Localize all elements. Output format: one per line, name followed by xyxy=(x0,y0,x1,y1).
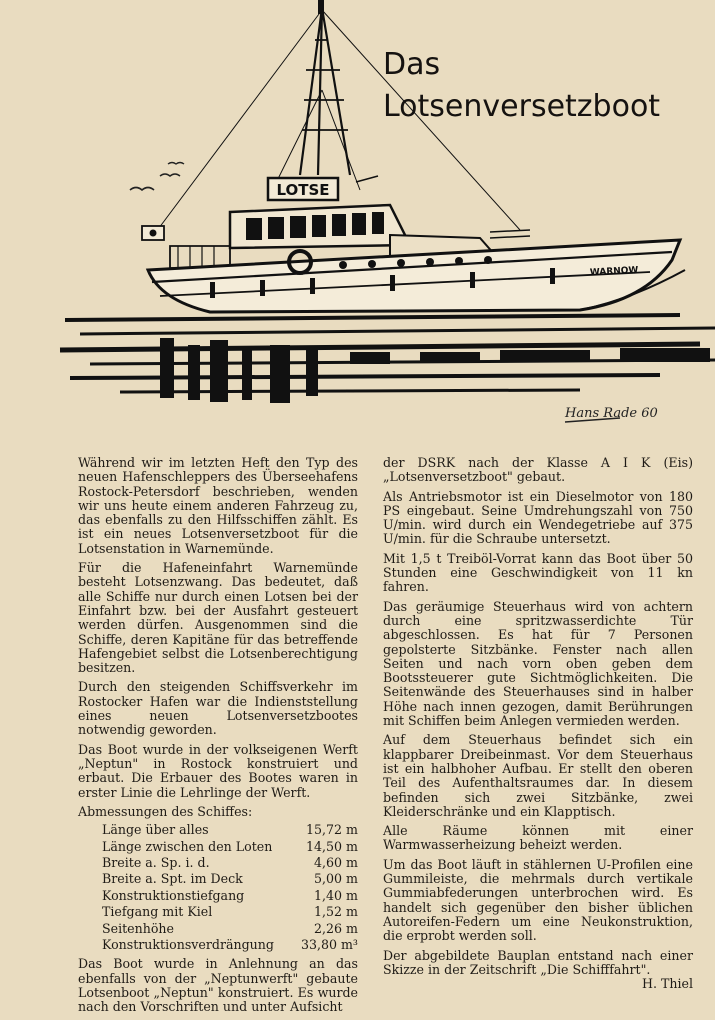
left-column xyxy=(78,456,358,1020)
paragraph: Das Boot wurde in der volkseigenen Werft „Neptun" in Rostock konstruiert und erbaut. Die Erbauer des Bootes waren in erster Linie die Lehrlinge der Werft. xyxy=(78,741,358,800)
paragraph: Während wir im letzten Heft den Typ des neuen Hafenschleppers des Überseehafens Rostock-Petersdorf beschrieben, wenden wir uns heute einem anderen Fahrzeug zu, das ebenfalls zu den Hilfsschiffen zählt. Es ist ein neues Lotsenversetzboot für die Lotsenstation in Warnemünde. xyxy=(78,455,358,556)
dimension-row xyxy=(78,839,358,855)
dimension-row xyxy=(78,871,358,887)
dimension-value: 1,40 m xyxy=(314,887,358,903)
dimension-label: Breite a. Sp. i. d. xyxy=(102,854,210,870)
dimension-value: 2,26 m xyxy=(314,920,358,936)
title-line-1: Das xyxy=(383,47,441,82)
dimension-label: Konstruktionsverdrängung xyxy=(102,936,274,952)
dimension-value: 14,50 m xyxy=(306,838,358,854)
dimensions-table xyxy=(78,822,358,953)
title-line-2: Lotsenversetzboot xyxy=(383,89,661,124)
dimension-row xyxy=(78,855,358,871)
paragraph: Um das Boot läuft in stählernen U-Profilen eine Gummileiste, die mehrmals durch vertikale Gummiabfederungen unterbrochen wird. Es handelt sich gegenüber den bisher üblichen Autoreifen-Federn um eine Neukonstruktion, die erprobt werden soll. xyxy=(383,856,693,944)
dimension-label: Konstruktionstiefgang xyxy=(102,887,245,903)
dimension-label: Länge zwischen den Loten xyxy=(102,838,273,854)
dimension-row xyxy=(78,904,358,920)
dimension-label: Tiefgang mit Kiel xyxy=(102,904,213,920)
dimension-value: 1,52 m xyxy=(314,904,358,920)
paragraph xyxy=(383,947,693,992)
seagull xyxy=(130,188,154,191)
dimension-row xyxy=(78,888,358,904)
last-paragraph-text: Der abgebildete Bauplan entstand nach einer Skizze in der Zeitschrift „Die Schifffahrt". xyxy=(383,947,693,977)
paragraph: Mit 1,5 t Treiböl-Vorrat kann das Boot über 50 Stunden eine Geschwindigkeit von 11 kn fahren. xyxy=(383,550,693,595)
dimension-row xyxy=(78,937,358,953)
dimension-value: 33,80 m³ xyxy=(300,936,358,952)
paragraph: Das geräumige Steuerhaus wird von achtern durch eine spritzwasserdichte Tür abgeschlossen. Es hat für 7 Personen gepolsterte Sitzbänke. Fenster nach allen Seiten und nach vorn oben geben dem Bootssteuerer gute Sichtmöglichkeiten. Die Seitenwände des Steuerhauses sind in halber Höhe nach innen gezogen, damit Berührungen mit Schiffen beim Anlegen vermieden werden. xyxy=(383,598,693,729)
paragraph: Das Boot wurde in Anlehnung an das ebenfalls von der „Neptunwerft" gebaute Lotsenboot „Neptun" konstruiert. Es wurde nach den Vorschriften und unter Aufsicht xyxy=(78,956,358,1015)
author-name: H. Thiel xyxy=(641,976,693,992)
dimension-label: Seitenhöhe xyxy=(102,920,174,936)
paragraph: Durch den steigenden Schiffsverkehr im Rostocker Hafen war die Indienststellung eines neuen Lotsenversetzbootes notwendig geworden. xyxy=(78,679,358,738)
paragraph: Alle Räume können mit einer Warmwasserheizung beheizt werden. xyxy=(383,823,693,853)
paragraph: der DSRK nach der Klasse A I K (Eis) „Lotsenversetzboot" gebaut. xyxy=(383,455,693,485)
dimension-value: 15,72 m xyxy=(306,822,358,838)
pilot-boat-illustration xyxy=(60,0,715,440)
paragraph: Auf dem Steuerhaus befindet sich ein klappbarer Dreibeinmast. Vor dem Steuerhaus ist ein halbhoher Aufbau. Er stellt den oberen Teil des Aufenthaltsraumes dar. In diesem befinden sich zwei Sitzbänke, zwei Kleiderschränke und ein Klapptisch. xyxy=(383,732,693,819)
dimension-value: 4,60 m xyxy=(314,854,358,870)
paragraph: Für die Hafeneinfahrt Warnemünde besteht Lotsenzwang. Das bedeutet, daß alle Schiffe nur durch einen Lotsen bei der Einfahrt bzw. bei der Ausfahrt gesteuert werden dürfen. Ausgenommen sind die Schiffe, deren Kapitäne für das betreffende Hafengebiet selbst die Lotsenberechtigung besitzen. xyxy=(78,560,358,676)
paragraph: Als Antriebsmotor ist ein Dieselmotor von 180 PS eingebaut. Seine Umdrehungszahl von 750 U/min. wird durch ein Wendegetriebe auf 375 U/min. für die Schraube untersetzt. xyxy=(383,488,693,547)
right-column xyxy=(383,456,693,991)
dimension-label: Länge über alles xyxy=(102,822,209,838)
artist-signature: Hans Rade 60 xyxy=(565,406,658,421)
hull-name: WARNOW xyxy=(589,265,639,278)
cabin-sign: LOTSE xyxy=(276,181,330,199)
dimensions-heading: Abmessungen des Schiffes: xyxy=(78,803,253,819)
dimension-row xyxy=(78,822,358,838)
seagull xyxy=(168,163,184,165)
dimension-label: Breite a. Spt. im Deck xyxy=(102,871,243,887)
dimension-value: 5,00 m xyxy=(314,871,358,887)
seagull xyxy=(160,174,180,176)
dimension-row xyxy=(78,921,358,937)
